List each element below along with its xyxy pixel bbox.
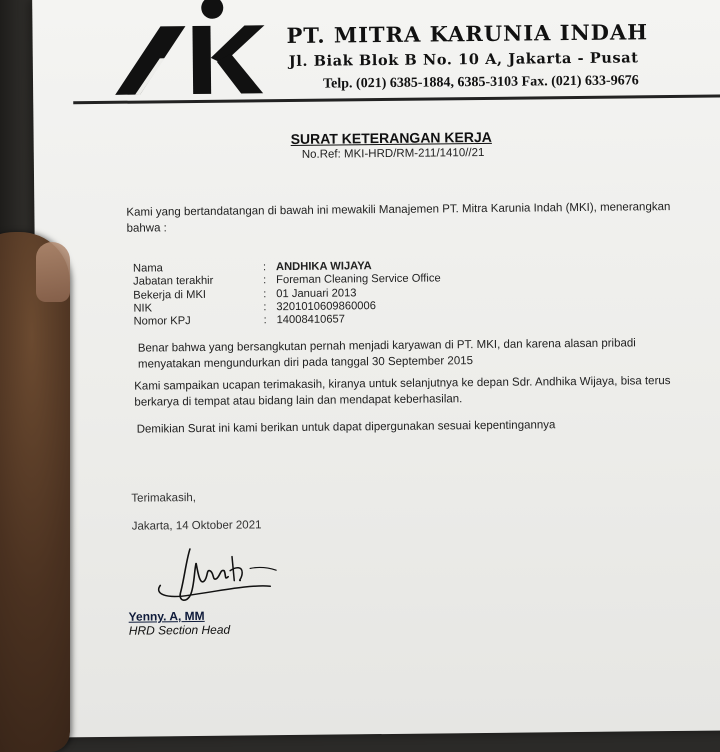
field-colon: : xyxy=(263,301,266,313)
signer-title: HRD Section Head xyxy=(129,623,231,638)
field-label: Bekerja di MKI xyxy=(133,288,206,301)
field-value-position: Foreman Cleaning Service Office xyxy=(276,273,441,287)
closing-paragraph: Demikian Surat ini kami berikan untuk dapat dipergunakan sesuai kepentingannya xyxy=(137,416,697,438)
field-value-nik: 3201010609860006 xyxy=(276,300,376,313)
mki-logo-icon xyxy=(112,0,273,97)
statement-paragraph: Benar bahwa yang bersangkutan pernah menjadi karyawan di PT. MKI, dan karena alasan pribadi menyatakan mengundurkan diri pada tanggal 30 September 2015 xyxy=(138,335,683,373)
employee-details xyxy=(133,263,134,329)
handwritten-signature-icon xyxy=(150,540,286,611)
document-title: SURAT KETERANGAN KERJA xyxy=(291,129,492,147)
field-colon: : xyxy=(263,261,266,273)
field-label: Nama xyxy=(133,262,163,274)
thanks-paragraph: Kami sampaikan ucapan terimakasih, kiranya untuk selanjutnya ke depan Sdr. Andhika Wijaya, bisa terus berkarya di tempat atau bidang lain dan mendapat keberhasilan. xyxy=(134,373,679,411)
company-address: Jl. Biak Blok B No. 10 A, Jakarta - Pusat xyxy=(289,49,639,70)
holding-thumb xyxy=(0,232,70,752)
document-reference: No.Ref: MKI-HRD/RM-211/1410//21 xyxy=(302,147,485,161)
closing-greeting: Terimakasih, xyxy=(131,492,196,505)
signer-name: Yenny. A, MM xyxy=(129,609,205,624)
field-label: NIK xyxy=(133,302,152,314)
field-colon: : xyxy=(263,288,266,300)
thumb-nail xyxy=(36,242,70,302)
company-name: PT. MITRA KARUNIA INDAH xyxy=(286,19,686,48)
field-value-start-date: 01 Januari 2013 xyxy=(276,287,356,300)
company-phone: Telp. (021) 6385-1884, 6385-3103 Fax. (021) 633-9676 xyxy=(323,73,639,92)
intro-paragraph: Kami yang bertandatangan di bawah ini mewakili Manajemen PT. Mitra Karunia Indah (MKI), menerangkan bahwa : xyxy=(126,199,686,237)
field-label: Jabatan terakhir xyxy=(133,275,213,288)
field-colon: : xyxy=(263,314,266,326)
field-colon: : xyxy=(263,275,266,287)
field-value-kpj: 14008410657 xyxy=(276,314,345,327)
field-value-name: ANDHIKA WIJAYA xyxy=(276,260,372,273)
date-line: Jakarta, 14 Oktober 2021 xyxy=(132,519,262,532)
document-page xyxy=(32,0,720,738)
field-label: Nomor KPJ xyxy=(133,315,190,328)
